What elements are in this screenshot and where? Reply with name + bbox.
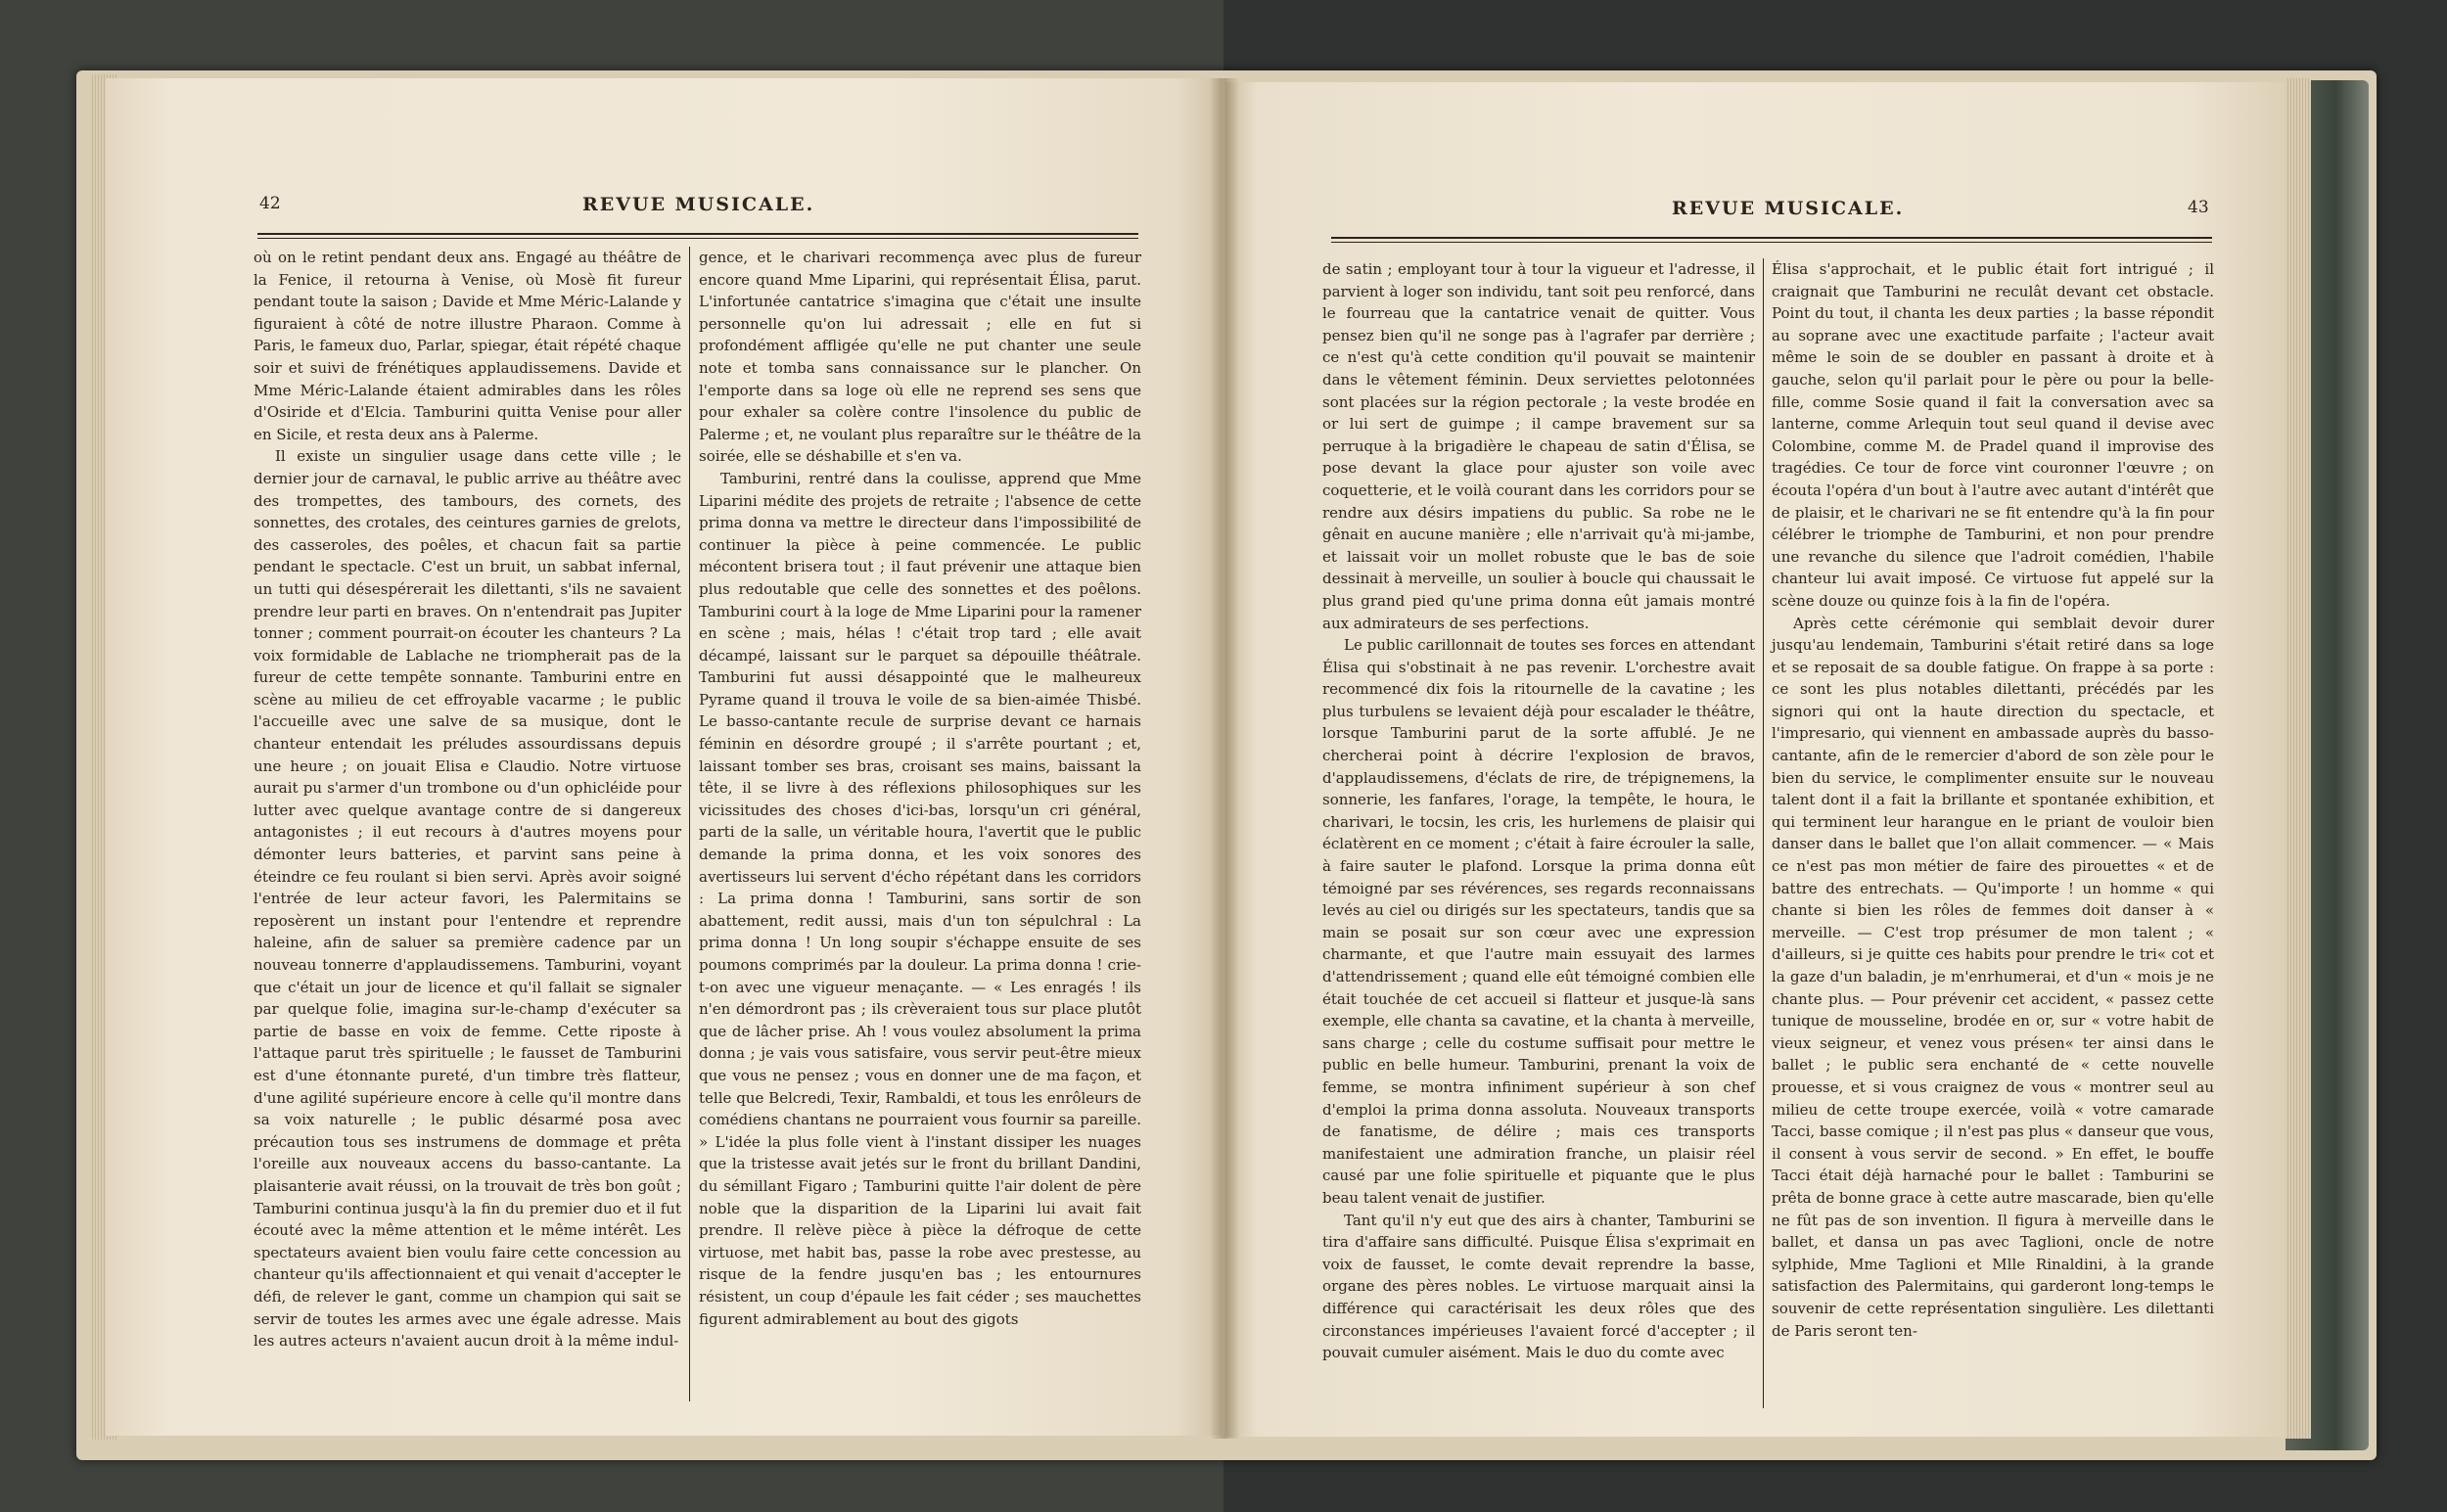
right-column-1 xyxy=(1322,258,1755,1364)
left-column-2 xyxy=(699,247,1141,1330)
paragraph: Après cette cérémonie qui semblait devoir durer jusqu'au lendemain, Tamburini s'était retiré dans sa loge et se reposait de sa double fatigue. On frappe à sa porte : ce sont les plus notables dilettanti, précédés par les signori qui ont la haute direction du spectacle, et l'impresario, qui viennent en ambassade auprès du basso-cantante, afin de le remercier d'abord de son zèle pour le bien du service, le complimenter ensuite sur le nouveau talent dont il a fait la brillante et spontanée exhibition, et qui terminent leur harangue en le priant de vouloir bien danser dans le ballet que l'on allait commencer. — « Mais ce n'est pas mon métier de faire des pirouettes « et de battre des entrechats. — Qu'importe ! un homme « qui chante si bien les rôles de femmes doit danser à « merveille. — C'est trop présumer de mon talent ; « d'ailleurs, si je quitte ces habits pour prendre le tri« cot et la gaze d'un baladin, je m'enrhumerai, et d'un « mois je ne chante plus. — Pour prévenir cet accident, « passez cette tunique de mousseline, brodée en or, sur « votre habit de vieux seigneur, et venez vous présen« ter ainsi dans le ballet ; le public sera enchanté de « cette nouvelle prouesse, et si vous craignez de vous « montrer seul au milieu de cette troupe exercée, voilà « votre camarade Tacci, basse comique ; il n'est pas plus « danseur que vous, il consent à vous servir de second. » En effet, le bouffe Tacci était déjà harnaché pour le ballet : Tamburini se prêta de bonne grace à cette autre mascarade, bien qu'elle ne fût pas de son invention. Il figura à merveille dans le ballet, et dansa un pas avec Taglioni, oncle de notre sylphide, Mme Taglioni et Mlle Rinaldini, à la grande satisfaction des Palermitains, qui garderont long-temps le souvenir de cette représentation singulière. Les dilettanti de Paris seront ten- xyxy=(1772,614,2214,1340)
column-rule-left xyxy=(689,247,690,1401)
paragraph: Élisa s'approchait, et le public était fort intrigué ; il craignait que Tamburini ne reculât devant cet obstacle. Point du tout, il chanta les deux parties ; la basse répondit au soprane avec une exactitude parfaite ; l'acteur avait même le soin de se doubler en passant à droite et à gauche, selon qu'il parlait pour le père ou pour la belle-fille, comme Sosie quand il fait la conversation avec sa lanterne, comme Arlequin tout seul quand il devise avec Colombine, comme M. de Pradel quand il improvise des tragédies. Ce tour de force vint couronner l'œuvre ; on écouta l'opéra d'un bout à l'autre avec autant d'intérêt que de plaisir, et le charivari ne se fit entendre qu'à la fin pour célébrer le triomphe de Tamburini, et non pour prendre une revanche du silence que l'adroit comédien, l'habile chanteur lui avait imposé. Ce virtuose fut appelé sur la scène douze ou quinze fois à la fin de l'opéra. xyxy=(1772,260,2214,610)
page-edges-right xyxy=(2285,78,2311,1439)
header-rule-right-thin xyxy=(1331,242,2212,243)
book-gutter xyxy=(1210,78,1239,1439)
header-rule-left-thin xyxy=(257,238,1138,239)
paragraph: Tant qu'il n'y eut que des airs à chanter, Tamburini se tira d'affaire sans difficulté. Puisque Élisa s'exprimait en voix de fausset, le comte devait reprendre la basse, organe des pères nobles. Le virtuose marquait ainsi la différence qui caractérisait les deux rôles que des circonstances impérieuses l'avaient forcé d'accepter ; il pouvait cumuler aisément. Mais le duo du comte avec xyxy=(1322,1211,1755,1362)
paragraph: de satin ; employant tour à tour la vigueur et l'adresse, il parvient à loger son individu, tant soit peu renforcé, dans le fourreau que la cantatrice venait de quitter. Vous pensez bien qu'il ne songe pas à l'agrafer par derrière ; ce n'est qu'à cette condition qu'il pouvait se maintenir dans le vêtement féminin. Deux serviettes pelotonnées sont placées sur la région pectorale ; la veste brodée en or lui sert de guimpe ; il campe bravement sur sa perruque à la brigadière le chapeau de satin d'Élisa, se pose devant la glace pour ajuster son voile avec coquetterie, et le voilà courant dans les corridors pour se rendre aux désirs impatiens du public. Sa robe ne le gênait en aucune manière ; elle n'arrivait qu'à mi-jambe, et laissait voir un mollet robuste que le bas de soie dessinait à merveille, un soulier à boucle qui chaussait le plus grand pied qu'une prima donna eût jamais montré aux admirateurs de ses perfections. xyxy=(1322,260,1755,632)
header-rule-left xyxy=(257,233,1138,235)
running-head-right: REVUE MUSICALE. xyxy=(1672,198,1905,219)
right-page xyxy=(1225,82,2290,1437)
left-page xyxy=(106,78,1222,1436)
paragraph: où on le retint pendant deux ans. Engagé au théâtre de la Fenice, il retourna à Venise, où Mosè fit fureur pendant toute la saison ; Davide et Mme Méric-Lalande y figuraient à côté de notre illustre Pharaon. Comme à Paris, le fameux duo, Parlar, spiegar, était répété chaque soir et suivi de frénétiques applaudissemens. Davide et Mme Méric-Lalande étaient admirables dans les rôles d'Osiride et d'Elcia. Tamburini quitta Venise pour aller en Sicile, et resta deux ans à Palerme. xyxy=(254,249,681,443)
page-number-left: 42 xyxy=(259,194,281,213)
left-column-1 xyxy=(254,247,681,1352)
page-number-right: 43 xyxy=(2188,198,2209,217)
right-column-2 xyxy=(1772,258,2214,1342)
paragraph: Le public carillonnait de toutes ses forces en attendant Élisa qui s'obstinait à ne pas revenir. L'orchestre avait recommencé dix fois la ritournelle de la cavatine ; les plus turbulens se levaient déjà pour escalader le théâtre, lorsque Tamburini parut de la sorte affublé. Je ne chercherai point à décrire l'explosion de bravos, d'applaudissemens, d'éclats de rire, de trépignemens, la sonnerie, les fanfares, l'orage, la tempête, le houra, le charivari, le tocsin, les cris, les hurlemens de plaisir qui éclatèrent en ce moment ; c'était à faire écrouler la salle, à faire sauter le plafond. Lorsque la prima donna eût témoigné par ses révérences, ses regards reconnaissans levés au ciel ou dirigés sur les spectateurs, tandis que sa main se posait sur son cœur avec une expression charmante, et que l'autre main essuyait des larmes d'attendrissement ; quand elle eût témoigné combien elle était touchée de cet accueil si flatteur et jusque-là sans exemple, elle chanta sa cavatine, et la chanta à merveille, sans charge ; celle du costume suffisait pour mettre le public en belle humeur. Tamburini, prenant la voix de femme, se montra infiniment supérieur à son chef d'emploi la prima donna assoluta. Nouveaux transports de fanatisme, de délire ; mais ces transports manifestaient une admiration franche, un plaisir réel causé par une folie spirituelle et piquante que le plus beau talent venait de justifier. xyxy=(1322,636,1755,1207)
header-rule-right xyxy=(1331,237,2212,239)
paragraph: Tamburini, rentré dans la coulisse, apprend que Mme Liparini médite des projets de retraite ; l'absence de cette prima donna va mettre le directeur dans l'impossibilité de continuer la pièce à peine commencée. Le public mécontent brisera tout ; il faut prévenir une attaque bien plus redoutable que celle des sonnettes et des poêlons. Tamburini court à la loge de Mme Liparini pour la ramener en scène ; mais, hélas ! c'était trop tard ; elle avait décampé, laissant sur le parquet sa dépouille théâtrale. Tamburini fut aussi désappointé que le malheureux Pyrame quand il trouva le voile de sa bien-aimée Thisbé. Le basso-cantante recule de surprise devant ce harnais féminin en désordre groupé ; il s'arrête pourtant ; et, laissant tomber ses bras, croisant ses mains, baissant la tête, il se livre à des réflexions philosophiques sur les vicissitudes des choses d'ici-bas, lorsqu'un cri général, parti de la salle, un véritable houra, l'avertit que le public demande la prima donna, et les voix sonores des avertisseurs lui servent d'écho répétant dans les corridors : La prima donna ! Tamburini, sans sortir de son abattement, redit aussi, mais d'un ton sépulchral : La prima donna ! Un long soupir s'échappe ensuite de ses poumons comprimés par la douleur. La prima donna ! crie-t-on avec une vigueur menaçante. — « Les enragés ! ils n'en démordront pas ; ils crèveraient tous sur place plutôt que de lâcher prise. Ah ! vous voulez absolument la prima donna ; je vais vous satisfaire, vous servir peut-être mieux que vous ne pensez ; vous en donner une de ma façon, et telle que Belcredi, Texir, Rambaldi, et tous les enrôleurs de comédiens chantans ne pourraient vous fournir sa pareille. » L'idée la plus folle vient à l'instant dissiper les nuages que la tristesse avait jetés sur le front du brillant Dandini, du sémillant Figaro ; Tamburini quitte l'air dolent de père noble que la disparition de la Liparini lui avait fait prendre. Il relève pièce à pièce la défroque de cette virtuose, met habit bas, passe la robe avec prestesse, au risque de la fendre jusqu'en bas ; les entournures résistent, un coup d'épaule les fait céder ; ses mauchettes figurent admirablement au bout des gigots xyxy=(699,469,1141,1328)
running-head-left: REVUE MUSICALE. xyxy=(582,194,815,215)
paragraph: gence, et le charivari recommença avec plus de fureur encore quand Mme Liparini, qui représentait Élisa, parut. L'infortunée cantatrice s'imagina que c'était une insulte personnelle qu'on lui adressait ; elle en fut si profondément affligée qu'elle ne put chanter une seule note et tomba sans connaissance sur le plancher. On l'emporte dans sa loge où elle ne reprend ses sens que pour exhaler sa colère contre l'insolence du public de Palerme ; et, ne voulant plus reparaître sur le théâtre de la soirée, elle se déshabille et s'en va. xyxy=(699,249,1141,466)
column-rule-right xyxy=(1763,258,1764,1408)
paragraph: Il existe un singulier usage dans cette ville ; le dernier jour de carnaval, le public arrive au théâtre avec des trompettes, des tambours, des cornets, des sonnettes, des crotales, des ceintures garnies de grelots, des casseroles, des poêles, et chacun fait sa partie pendant le spectacle. C'est un bruit, un sabbat infernal, un tutti qui désespérerait les dilettanti, s'ils ne savaient prendre leur parti en braves. On n'entendrait pas Jupiter tonner ; comment pourrait-on écouter les chanteurs ? La voix formidable de Lablache ne triompherait pas de la fureur de cette tempête sonnante. Tamburini entre en scène au milieu de cet effroyable vacarme ; le public l'accueille avec une salve de sa musique, dont le chanteur entendait les préludes assourdissans depuis une heure ; on jouait Elisa e Claudio. Notre virtuose aurait pu s'armer d'un trombone ou d'un ophicléide pour lutter avec quelque avantage contre de si dangereux antagonistes ; il eut recours à d'autres moyens pour démonter leurs batteries, et parvint sans peine à éteindre ce feu roulant si bien servi. Après avoir soigné l'entrée de leur acteur favori, les Palermitains se reposèrent un instant pour l'entendre et reprendre haleine, afin de saluer sa première cadence par un nouveau tonnerre d'applaudissemens. Tamburini, voyant que c'était un jour de licence et qu'il fallait se signaler par quelque folie, imagina sur-le-champ d'exécuter sa partie de basse en voix de femme. Cette riposte à l'attaque parut très spirituelle ; le fausset de Tamburini est d'une étonnante pureté, d'un timbre très flatteur, d'une agilité supérieure encore à celle qu'il montre dans sa voix naturelle ; le public désarmé posa avec précaution tous ses instrumens de dommage et prêta l'oreille aux nouveaux accens du basso-cantante. La plaisanterie avait réussi, on la trouvait de très bon goût ; Tamburini continua jusqu'à la fin du premier duo et il fut écouté avec la même attention et le même intérêt. Les spectateurs avaient bien voulu faire cette concession au chanteur qu'ils affectionnaient et qui venait d'accepter le défi, de relever le gant, comme un champion qui sait se servir de toutes les armes avec une égale adresse. Mais les autres acteurs n'avaient aucun droit à la même indul- xyxy=(254,447,681,1351)
